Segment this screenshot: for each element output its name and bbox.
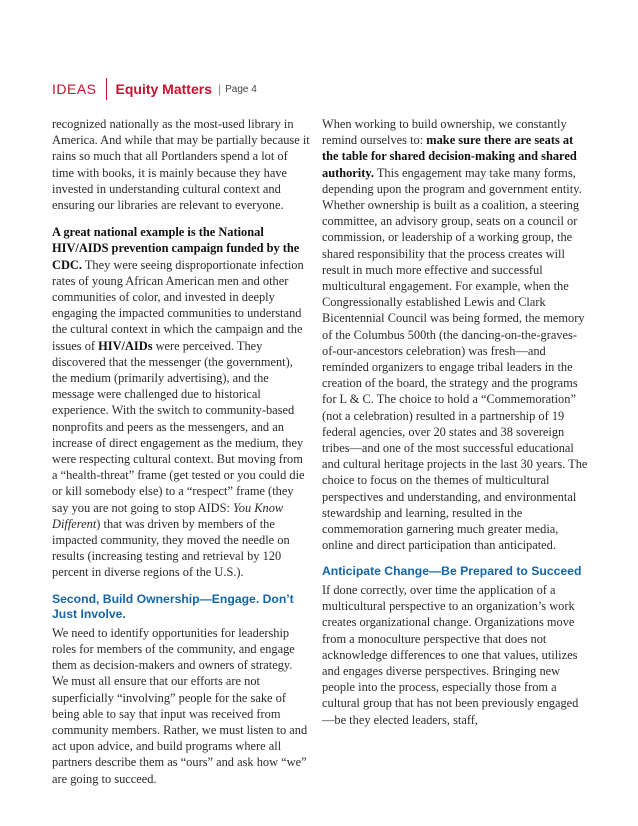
- paragraph: [52, 224, 310, 580]
- right-column: [322, 116, 588, 739]
- section-label: IDEAS: [52, 81, 97, 97]
- paragraph: We need to identify opportunities for leadership roles for members of the community, and engage them as decision-makers and owners of strategy. We must all ensure that our efforts are not superficially “involving” people for the sake of being able to say that input was received from community members. Rather, we must listen to and act upon advice, and build programs where all partners describe them as “ours” and ask how “we” are going to succeed.: [52, 625, 308, 786]
- text-run: ) that was driven by members of the impacted community, they moved the needle on results (increasing testing and retrieval by 120 percent in diverse regions of the U.S.).: [52, 516, 290, 580]
- subheading: Second, Build Ownership—Engage. Don’t Just Involve.: [52, 591, 294, 622]
- publication-title: Equity Matters: [115, 81, 212, 97]
- page-header: [52, 78, 257, 100]
- paragraph: recognized nationally as the most-used library in America. And while that may be partially because it rains so much that all Portlanders spend a lot of time with books, it is mainly because they have invested in understanding cultural context and ensuring our libraries are relevant to everyone.: [52, 117, 310, 213]
- text-run: When working to build ownership, we constantly remind ourselves to:: [322, 117, 567, 148]
- subheading: Anticipate Change—Be Prepared to Succeed: [322, 564, 582, 579]
- text-run: were perceived. They discovered that the messenger (the government), the medium (primarily advertising), and the message were challenged due to historical experience. With the switch to community-based nonprofits and peers as the messengers, and an increase of direct engagement as the medium, they were respecting cultural context. But moving from a “health-threat” frame (get tested or you could die or kill somebody else) to a “respect” frame (they say you are not going to stop AIDS:: [52, 338, 305, 515]
- header-separator: |: [217, 82, 222, 96]
- bold-run: HIV/AIDs: [98, 338, 153, 353]
- lead-bold: A great national example is the National HIV/AIDS prevention campaign funded by the CDC.: [52, 225, 300, 272]
- text-run: They were seeing disproportionate infection rates of young African American men and other communities of color, and invested in deeply engaging the impacted communities to understand the cultural context in which the campaign and the issues of: [52, 257, 304, 353]
- left-column: [52, 116, 310, 798]
- page-number: Page 4: [225, 83, 257, 95]
- header-divider: [106, 78, 107, 100]
- paragraph: [322, 116, 588, 553]
- paragraph: If done correctly, over time the application of a multicultural perspective to an organization’s work creates organizational change. Organizations move from a monoculture perspective that does not acknowledge differences to one that values, utilizes and engages diverse perspectives. Bringing new people into the process, especially those from a cultural group that has not been previously engaged—be they elected leaders, staff,: [322, 582, 579, 727]
- italic-run: You Know Different: [52, 500, 284, 531]
- bold-run: make sure there are seats at the table for shared decision-making and shared authority.: [322, 133, 577, 180]
- text-run: This engagement may take many forms, depending upon the program and government entity. Whether ownership is built as a coalition, a steering committee, an advisory group, seats on a council or commission, or leadership of a working group, the shared responsibility that the process creates will result in much more effective and successful multicultural engagement. For example, when the Congressionally established Lewis and Clark Bicentennial Council was being formed, the memory of the Columbus 500th (the dancing-on-the-graves-of-our-ancestors celebration) was fresh—and reminded organizers to engage tribal leaders in the creation of the board, the strategy and the programs for L & C. The choice to hold a “Commemoration” (not a celebration) resulted in a partnership of 19 federal agencies, over 20 states and 38 sovereign tribes—and one of the most successful educational and cultural heritage projects in the last 30 years. The choice to focus on the themes of multicultural perspectives and understanding, and environmental stewardship and learning, resulted in the commemoration garnering much greater media, online and direct participation than anticipated.: [322, 165, 588, 553]
